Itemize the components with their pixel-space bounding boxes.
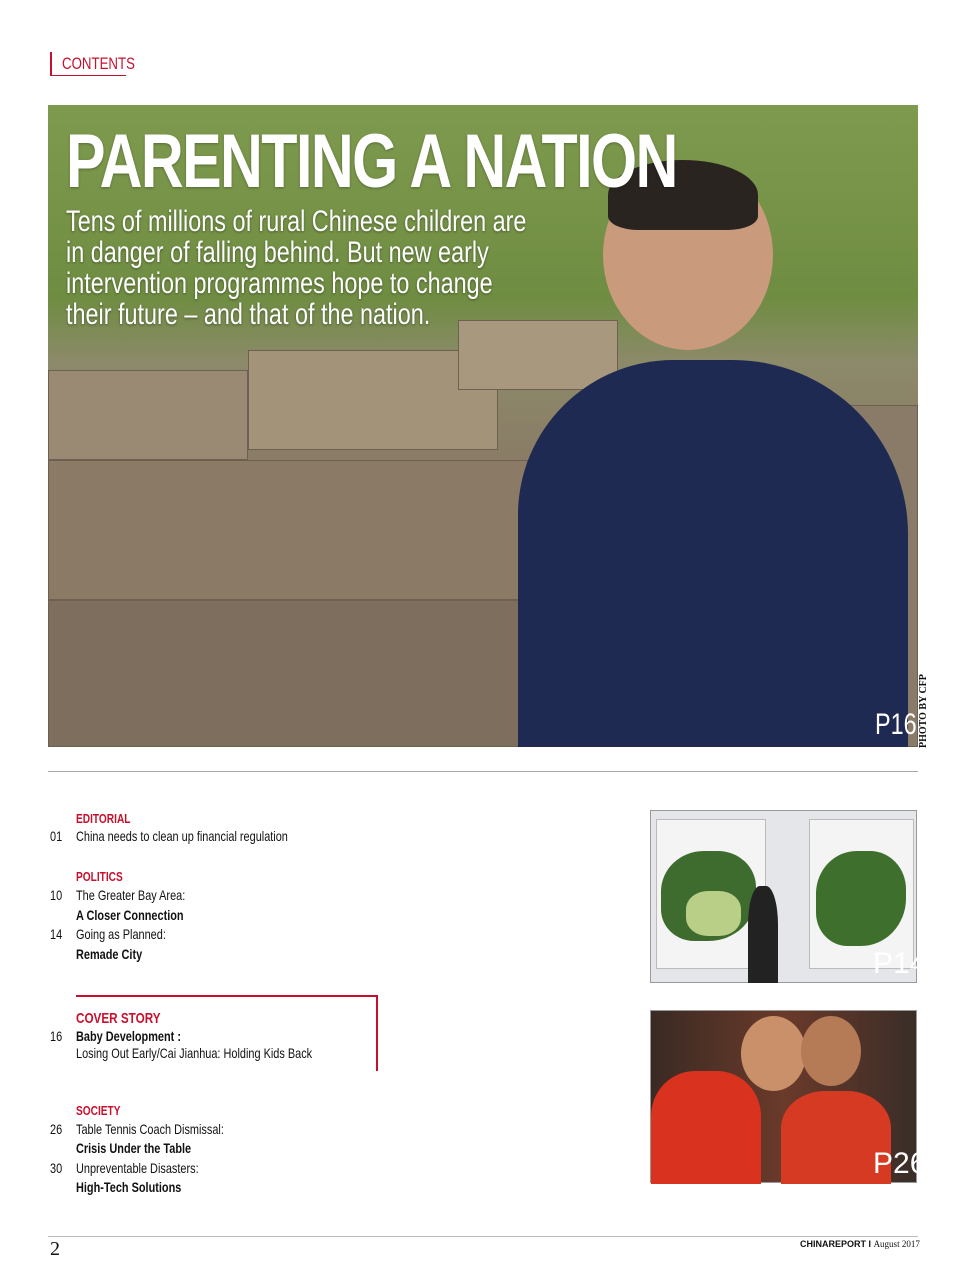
thumb-table-tennis[interactable] [650,1010,927,1183]
separator: I [868,1239,872,1249]
section-cover-story: COVER STORY [76,1010,161,1027]
toc-item-title[interactable]: High-Tech Solutions [76,1179,182,1195]
thumb-remade-city[interactable] [650,810,927,983]
section-politics: POLITICS [76,869,123,884]
contents-label [50,52,135,76]
toc-page: 30 [50,1160,63,1176]
toc-item[interactable]: Going as Planned: [76,926,166,942]
toc-item[interactable]: Losing Out Early/Cai Jianhua: Holding Kids Back [76,1045,313,1061]
section-editorial: EDITORIAL [76,811,131,826]
thumb-page-tag: P14 [873,947,927,980]
page-number: 2 [50,1238,60,1260]
child-jacket [518,360,908,747]
toc-item-title[interactable]: Remade City [76,946,143,962]
cover-page-tag[interactable]: P16 [875,708,917,741]
toc-item[interactable]: The Greater Bay Area: [76,887,186,903]
toc-item[interactable]: Unpreventable Disasters: [76,1160,199,1176]
photo-credit: PHOTO BY CFP [918,674,929,748]
toc-page: 01 [50,828,63,844]
toc-item-title[interactable]: Baby Development : [76,1028,181,1044]
divider [48,771,918,772]
toc-page: 26 [50,1121,63,1137]
magazine-name: CHINAREPORT [800,1239,867,1249]
cover-subtitle: Tens of millions of rural Chinese children are in danger of falling behind. But new early intervention programmes hope to change their future – and that of the nation. [66,205,527,331]
toc-item-title[interactable]: Crisis Under the Table [76,1140,192,1156]
footer-masthead [800,1239,920,1249]
toc-item-title[interactable]: A Closer Connection [76,907,184,923]
toc-item[interactable]: Table Tennis Coach Dismissal: [76,1121,224,1137]
toc-item[interactable]: China needs to clean up financial regulation [76,828,288,844]
cover-title: PARENTING A NATION [66,119,677,204]
thumb-page-tag: P26 [873,1147,927,1180]
issue-date: August 2017 [873,1239,920,1249]
toc-page: 10 [50,887,63,903]
toc-page: 14 [50,926,63,942]
toc-page: 16 [50,1028,63,1044]
contents-text: CONTENTS [62,54,135,73]
footer-rule [48,1236,918,1237]
section-society: SOCIETY [76,1103,121,1118]
